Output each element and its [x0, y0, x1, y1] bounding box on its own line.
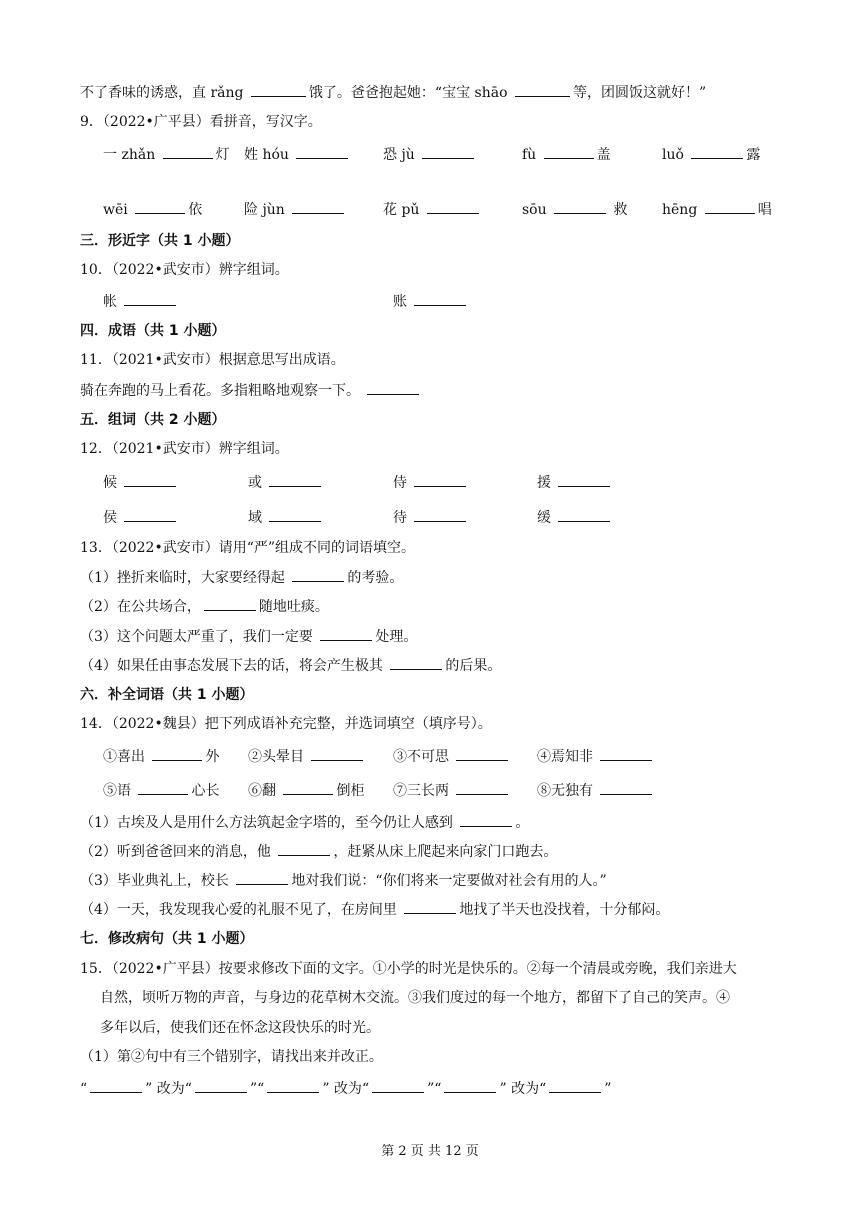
q9-pinyin: luǒ	[662, 147, 684, 163]
quote-close: ”	[249, 1081, 258, 1097]
answer-blank[interactable]	[195, 1078, 247, 1093]
answer-blank[interactable]	[515, 82, 570, 97]
answer-blank[interactable]	[138, 780, 188, 795]
q9-row2-item-5	[662, 199, 772, 220]
page-footer: 第 2 页 共 12 页	[381, 1144, 479, 1159]
answer-blank[interactable]	[283, 780, 333, 795]
q14-item-1	[80, 812, 529, 833]
q13-item-4	[80, 655, 501, 676]
question-9-stem: 9．（2022•广平县）看拼音，写汉字。	[80, 114, 322, 130]
q14-item-4	[80, 899, 669, 920]
quote-open: “	[434, 1081, 442, 1097]
section-7-title: 七．修改病句（共 1 小题）	[80, 931, 254, 947]
quote-close: ”	[499, 1081, 507, 1097]
q13-text: 的后果。	[445, 658, 502, 674]
answer-blank[interactable]	[367, 380, 419, 395]
answer-blank[interactable]	[278, 841, 330, 856]
q13-item-3	[80, 626, 417, 647]
answer-blank[interactable]	[422, 144, 474, 159]
answer-blank[interactable]	[414, 507, 466, 522]
q15-correction-row	[80, 1078, 611, 1099]
q12-row1-item-1	[103, 472, 179, 493]
q10-char: 帐	[103, 294, 117, 310]
q13-text: （3）这个问题太严重了，我们一定要	[80, 629, 313, 645]
answer-blank[interactable]	[705, 199, 755, 214]
q13-text: （1）挫折来临时，大家要经得起	[80, 570, 285, 586]
answer-blank[interactable]	[124, 507, 176, 522]
q12-row2-item-3	[393, 507, 469, 528]
answer-blank[interactable]	[311, 746, 363, 761]
answer-blank[interactable]	[691, 144, 743, 159]
answer-blank[interactable]	[204, 596, 256, 611]
q12-char: 候	[103, 475, 117, 491]
q14-text: ，赶紧从床上爬起来向家门口跑去。	[333, 844, 558, 860]
question-12-stem: 12．（2021•武安市）辨字组词。	[80, 441, 289, 457]
q14-text: 。	[515, 815, 530, 831]
q9-row1-item-1	[103, 144, 230, 165]
q9-pinyin: 花 pǔ	[383, 202, 420, 218]
q14-row1-item-4	[537, 746, 655, 767]
q9-pinyin: hēng	[662, 202, 698, 218]
q10-char: 账	[393, 294, 407, 310]
question-15-line-3: 多年以后，使我们还在怀念这段快乐的时光。	[100, 1020, 380, 1036]
answer-blank[interactable]	[549, 1078, 601, 1093]
q9-pinyin: wēi	[103, 202, 128, 218]
q9-char: 灯	[215, 147, 230, 163]
q12-char: 缓	[537, 510, 551, 526]
q12-char: 侯	[103, 510, 117, 526]
q9-pinyin: fù	[522, 147, 537, 163]
q9-row1-item-4	[522, 144, 611, 165]
q14-item-3	[80, 870, 607, 891]
quote-close: ”	[427, 1081, 435, 1097]
q14-text: ③不可思	[393, 749, 449, 765]
answer-blank[interactable]	[90, 1078, 142, 1093]
q12-row1-item-2	[248, 472, 324, 493]
q9-row1-item-3	[383, 144, 477, 165]
q14-text: ①喜出	[103, 749, 145, 765]
q14-row1-item-3	[393, 746, 511, 767]
q14-text: ⑦三长两	[393, 783, 449, 799]
answer-blank[interactable]	[292, 199, 344, 214]
q14-text: 地对我们说：“你们将来一定要做对社会有用的人。”	[291, 873, 607, 889]
q12-row2-item-4	[537, 507, 613, 528]
q12-row1-item-4	[537, 472, 613, 493]
question-15-line-2: 自然，顷听万物的声音，与身边的花草树木交流。③我们度过的每一个地方，都留下了自己的笑声。④	[100, 990, 730, 1006]
answer-blank[interactable]	[372, 1078, 424, 1093]
answer-blank[interactable]	[600, 780, 652, 795]
q12-char: 或	[248, 475, 262, 491]
answer-blank[interactable]	[152, 746, 202, 761]
q14-row1-item-2	[248, 746, 366, 767]
q13-item-1	[80, 567, 403, 588]
q9-char: 依	[188, 202, 203, 218]
question-15-line-1: 15．（2022•广平县）按要求修改下面的文字。①小学的时光是快乐的。②每一个清晨或旁晚，我们亲进大	[80, 961, 737, 977]
q9-pinyin: 恐 jù	[383, 147, 415, 163]
answer-blank[interactable]	[414, 472, 466, 487]
q14-text: ⑧无独有	[537, 783, 593, 799]
q13-text: （2）在公共场合，	[80, 599, 201, 615]
answer-blank[interactable]	[600, 746, 652, 761]
quote-close: ”	[604, 1081, 612, 1097]
q13-text: 处理。	[375, 629, 418, 645]
quote-close: ”	[322, 1081, 330, 1097]
answer-blank[interactable]	[456, 780, 508, 795]
quote-open: “	[361, 1081, 370, 1097]
q9-pinyin: 一 zhǎn	[103, 147, 156, 163]
quote-open: “	[184, 1081, 192, 1097]
q14-row2-item-1	[103, 780, 219, 801]
answer-blank[interactable]	[135, 199, 185, 214]
top-line-part-b: 饿了。爸爸抱起她：“宝宝 shāo	[308, 85, 508, 101]
top-line	[80, 82, 706, 103]
answer-blank[interactable]	[163, 144, 213, 159]
section-3-title: 三．形近字（共 1 小题）	[80, 233, 240, 249]
answer-blank[interactable]	[269, 472, 321, 487]
question-11-stem: 11．（2021•武安市）根据意思写出成语。	[80, 352, 345, 368]
q14-text: 外	[205, 749, 220, 765]
answer-blank[interactable]	[124, 291, 176, 306]
change-to-label: 改为	[333, 1081, 362, 1097]
q13-text: 的考验。	[347, 570, 404, 586]
answer-blank[interactable]	[414, 291, 466, 306]
q13-text: （4）如果任由事态发展下去的话，将会产生极其	[80, 658, 383, 674]
q14-row2-item-2	[248, 780, 364, 801]
q14-item-2	[80, 841, 557, 862]
section-5-title: 五．组词（共 2 小题）	[80, 412, 226, 428]
q15-sub-1: （1）第②句中有三个错别字，请找出来并改正。	[80, 1049, 383, 1065]
answer-blank[interactable]	[460, 812, 512, 827]
q9-row2-item-4	[522, 199, 628, 220]
q14-row2-item-3	[393, 780, 511, 801]
q9-char: 救	[613, 202, 628, 218]
q10-item-1	[103, 291, 179, 312]
section-4-title: 四．成语（共 1 小题）	[80, 323, 226, 339]
question-14-stem: 14．（2022•魏县）把下列成语补充完整，并选词填空（填序号）。	[80, 716, 492, 732]
q9-pinyin: sōu	[522, 202, 547, 218]
q9-row2-item-2	[244, 199, 347, 220]
answer-blank[interactable]	[427, 199, 479, 214]
question-13-stem: 13．（2022•武安市）请用“严”组成不同的词语填空。	[80, 540, 416, 556]
q14-text: （2）听到爸爸回来的消息，他	[80, 844, 271, 860]
q13-text: 随地吐痰。	[258, 599, 329, 615]
q14-text: ⑥翻	[248, 783, 276, 799]
answer-blank[interactable]	[320, 626, 372, 641]
change-to-label: 改为	[511, 1081, 540, 1097]
answer-blank[interactable]	[236, 870, 288, 885]
q14-text: 倒柜	[336, 783, 365, 799]
answer-blank[interactable]	[124, 472, 176, 487]
answer-blank[interactable]	[554, 199, 606, 214]
q14-text: 地找了半天也没找着，十分郁闷。	[459, 902, 670, 918]
answer-blank[interactable]	[390, 655, 442, 670]
q14-text: 心长	[191, 783, 220, 799]
section-6-title: 六．补全词语（共 1 小题）	[80, 687, 254, 703]
answer-blank[interactable]	[544, 144, 594, 159]
top-line-part-c: 等，团圆饭这就好！”	[572, 85, 707, 101]
quote-open: “	[539, 1081, 547, 1097]
q13-item-2	[80, 596, 329, 617]
q9-row1-item-5	[662, 144, 760, 165]
q12-char: 侍	[393, 475, 407, 491]
answer-blank[interactable]	[251, 82, 306, 97]
q12-row2-item-2	[248, 507, 324, 528]
q12-char: 域	[248, 510, 262, 526]
q9-row2-item-3	[383, 199, 482, 220]
quote-open: “	[80, 1081, 88, 1097]
top-line-part-a: 不了香味的诱惑，直 rǎng	[80, 85, 244, 101]
answer-blank[interactable]	[456, 746, 508, 761]
answer-blank[interactable]	[269, 507, 321, 522]
answer-blank[interactable]	[444, 1078, 496, 1093]
answer-blank[interactable]	[296, 144, 348, 159]
q9-char: 唱	[757, 202, 772, 218]
q12-row1-item-3	[393, 472, 469, 493]
answer-blank[interactable]	[558, 472, 610, 487]
q10-item-2	[393, 291, 469, 312]
q14-text: （3）毕业典礼上，校长	[80, 873, 229, 889]
q9-pinyin: 姓 hóu	[244, 147, 289, 163]
answer-blank[interactable]	[558, 507, 610, 522]
q9-char: 盖	[596, 147, 611, 163]
quote-open: “	[257, 1081, 265, 1097]
q14-text: ⑤语	[103, 783, 131, 799]
quote-close: ”	[145, 1081, 153, 1097]
q9-row2-item-1	[103, 199, 202, 220]
change-to-label: 改为	[156, 1081, 185, 1097]
question-10-stem: 10．（2022•武安市）辨字组词。	[80, 262, 289, 278]
answer-blank[interactable]	[267, 1078, 319, 1093]
q9-char: 露	[746, 147, 761, 163]
q9-row1-item-2	[244, 144, 351, 165]
q11-text: 骑在奔跑的马上看花。多指粗略地观察一下。	[80, 383, 360, 399]
q12-row2-item-1	[103, 507, 179, 528]
q12-char: 待	[393, 510, 407, 526]
q14-text: （4）一天，我发现我心爱的礼服不见了，在房间里	[80, 902, 397, 918]
q14-text: （1）古埃及人是用什么方法筑起金字塔的，至今仍让人感到	[80, 815, 453, 831]
q11-line	[80, 380, 422, 401]
q9-pinyin: 险 jùn	[244, 202, 285, 218]
q14-row1-item-1	[103, 746, 219, 767]
answer-blank[interactable]	[404, 899, 456, 914]
answer-blank[interactable]	[292, 567, 344, 582]
q14-text: ④焉知非	[537, 749, 593, 765]
q14-text: ②头晕目	[248, 749, 304, 765]
q12-char: 援	[537, 475, 551, 491]
q14-row2-item-4	[537, 780, 655, 801]
